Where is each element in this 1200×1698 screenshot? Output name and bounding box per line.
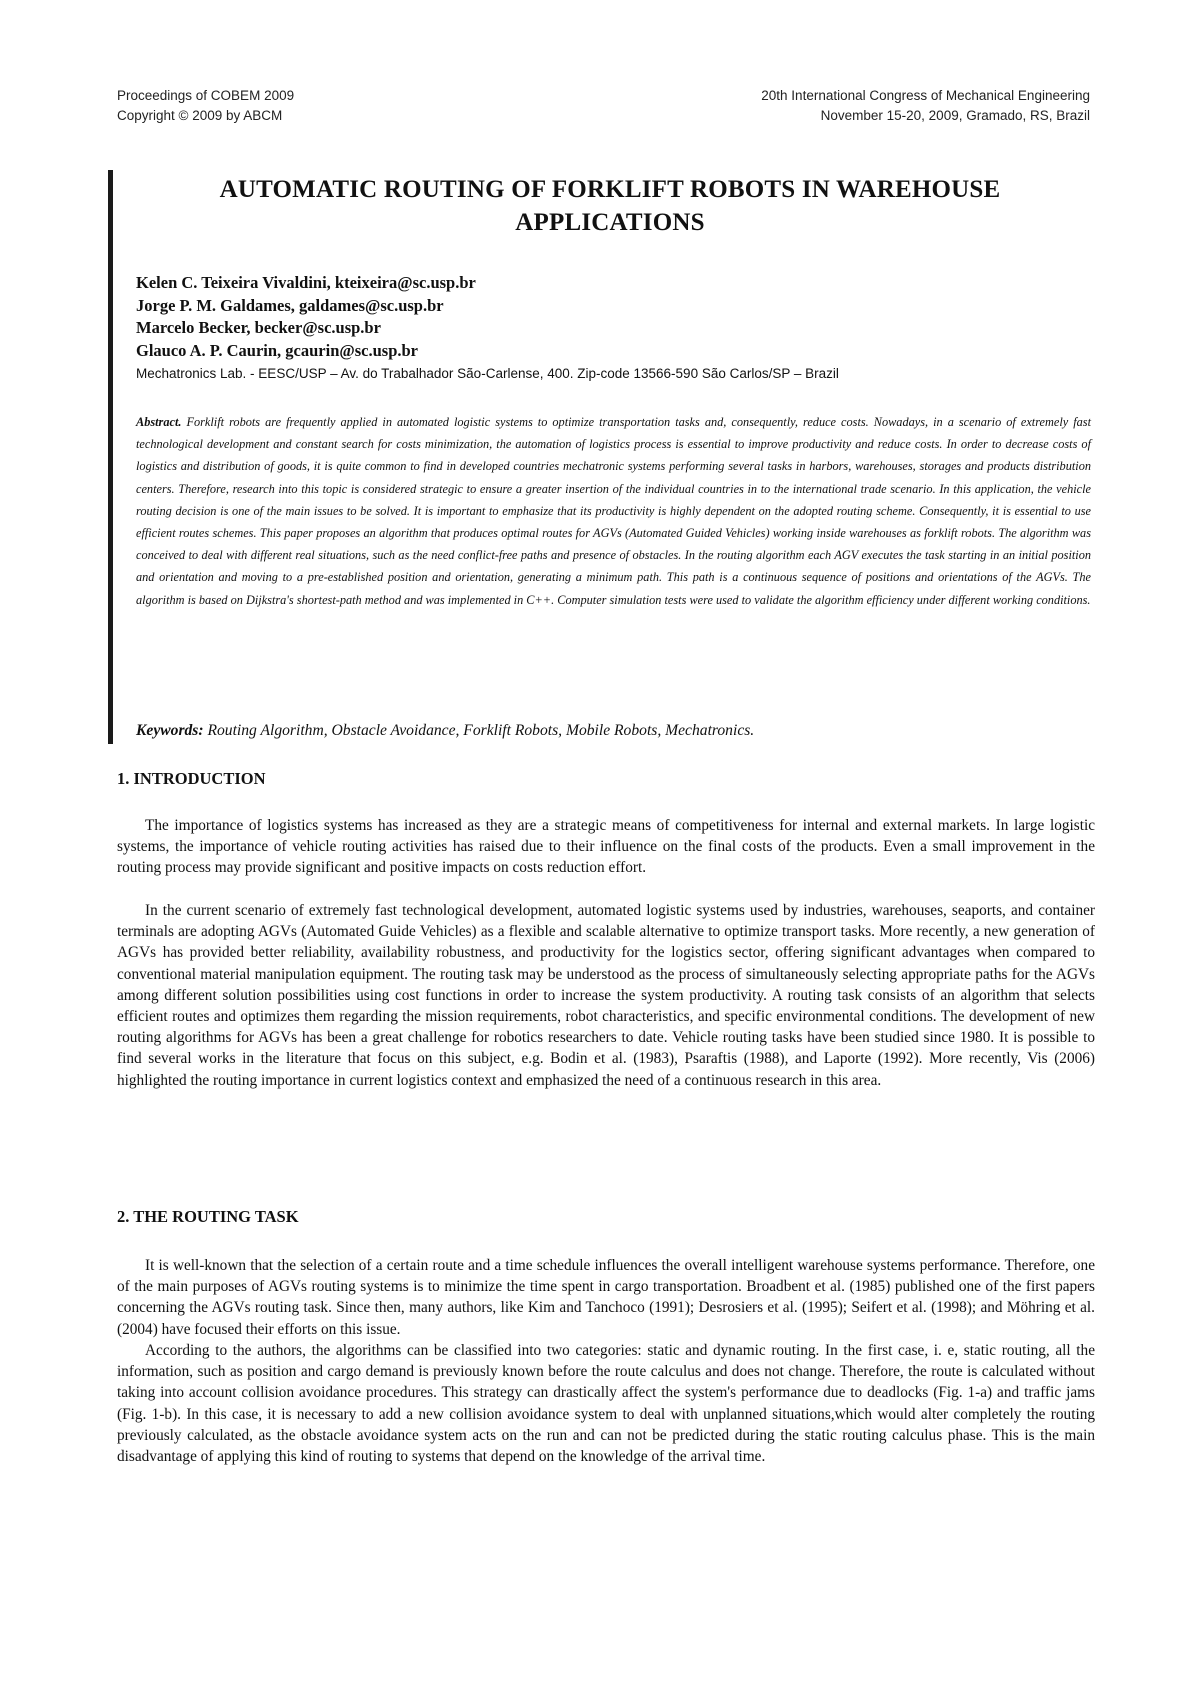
routing-paragraph-2: According to the authors, the algorithms can be classified into two categories: static and dynamic routing. In the first case, i. e, static routing, all the information, such as position and cargo demand is previously known before the route calculus and does not change. Therefore, the route is calculated without taking into account collision avoidance procedures. This strategy can drastically affect the system's performance due to deadlocks (Fig. 1-a) and traffic jams (Fig. 1-b). In this case, it is necessary to add a new collision avoidance system to deal with unplanned situations,which would alter completely the routing previously calculated, as the obstacle avoidance system acts on the run and can not be predicted during the static routing calculus phase. This is the main disadvantage of applying this kind of routing to systems that depend on the knowledge of the arrival time.: [117, 1342, 1095, 1466]
affiliation: Mechatronics Lab. - EESC/USP – Av. do Trabalhador São-Carlense, 400. Zip-code 13566-590 São Carlos/SP – Brazil: [136, 366, 839, 381]
author-block: [136, 272, 1096, 385]
keywords: [136, 722, 1096, 740]
section-heading-routing-task: 2. THE ROUTING TASK: [117, 1207, 299, 1226]
routing-paragraph-1: It is well-known that the selection of a certain route and a time schedule influences the overall intelligent warehouse systems performance. Therefore, one of the main purposes of AGVs routing systems is to minimize the time spent in cargo transportation. Broadbent et al. (1985) published one of the first papers concerning the AGVs routing task. Since then, many authors, like Kim and Tanchoco (1991); Desrosiers et al. (1995); Seifert et al. (1998); and Möhring et al. (2004) have focused their efforts on this issue.: [117, 1257, 1095, 1338]
abstract-label: Abstract.: [136, 415, 182, 429]
header-left: [117, 86, 294, 126]
section-heading-introduction: 1. INTRODUCTION: [117, 769, 266, 788]
keywords-text: Routing Algorithm, Obstacle Avoidance, Forklift Robots, Mobile Robots, Mechatronics.: [203, 722, 755, 739]
intro-paragraph-1: The importance of logistics systems has increased as they are a strategic means of competitiveness for internal and external markets. In large logistic systems, the importance of vehicle routing activities has raised due to their influence on the final costs of the products. Even a small improvement in the routing process may provide significant and positive impacts on costs reduction effort.: [117, 817, 1095, 877]
intro-paragraph-2: In the current scenario of extremely fast technological development, automated logistic systems used by industries, warehouses, seaports, and container terminals are adopting AGVs (Automated Guide Vehicles) as a flexible and scalable alternative to optimize transport tasks. More recently, a new generation of AGVs has provided better reliability, availability robustness, and productivity for the logistics sector, offering significant advantages when compared to conventional material manipulation equipment. The routing task may be understood as the process of simultaneously selecting appropriate paths for the AGVs among different solution possibilities using cost functions in order to increase the system productivity. A routing task consists of an algorithm that selects efficient routes and optimizes them regarding the mission requirements, robot characteristics, and specific environmental conditions. The development of new routing algorithms for AGVs has been a great challenge for robotics researchers to date. Vehicle routing tasks have been studied since 1980. It is possible to find several works in the literature that focus on this subject, e.g. Bodin et al. (1983), Psaraftis (1988), and Laporte (1992). More recently, Vis (2006) highlighted the routing importance in current logistics context and emphasized the need of a continuous research in this area.: [117, 902, 1095, 1089]
abstract: [136, 411, 1091, 611]
author-line: Kelen C. Teixeira Vivaldini, kteixeira@sc.usp.br: [136, 273, 476, 292]
header-right: [761, 86, 1090, 126]
conference-proceedings: Proceedings of COBEM 2009: [117, 88, 295, 103]
title-line-2: APPLICATIONS: [515, 209, 705, 236]
title-line-1: AUTOMATIC ROUTING OF FORKLIFT ROBOTS IN WAREHOUSE: [219, 176, 1001, 203]
copyright-notice: Copyright © 2009 by ABCM: [117, 108, 283, 123]
author-line: Marcelo Becker, becker@sc.usp.br: [136, 318, 381, 337]
front-matter-margin-bar: [108, 170, 113, 744]
author-line: Jorge P. M. Galdames, galdames@sc.usp.br: [136, 295, 444, 315]
keywords-label: Keywords:: [136, 722, 204, 739]
abstract-text: Forklift robots are frequently applied in automated logistic systems to optimize transportation tasks and, consequently, reduce costs. Nowadays, in a scenario of extremely fast technological development and constant search for costs minimization, the automation of logistics process is essential to improve productivity and reduce costs. In order to decrease costs of logistics and distribution of goods, it is quite common to find in developed countries mechatronic systems performing several tasks in harbors, warehouses, storages and products distribution centers. Therefore, research into this topic is considered strategic to ensure a greater insertion of the individual countries in to the international trade scenario. In this application, the vehicle routing decision is one of the main issues to be solved. It is important to emphasize that its productivity is highly dependent on the adopted routing scheme. Consequently, it is essential to use efficient routes schemes. This paper proposes an algorithm that produces optimal routes for AGVs (Automated Guided Vehicles) working inside warehouses as forklift robots. The algorithm was conceived to deal with different real situations, such as the need conflict-free paths and presence of obstacles. In the routing algorithm each AGV executes the task starting in an initial position and orientation and moving to a pre-established position and orientation, generating a minimum path. This path is a continuous sequence of positions and orientations of the AGVs. The algorithm is based on Dijkstra's shortest-path method and was implemented in C++. Computer simulation tests were used to validate the algorithm efficiency under different working conditions.: [136, 415, 1092, 607]
author-line: Glauco A. P. Caurin, gcaurin@sc.usp.br: [136, 340, 418, 360]
paper-title: [130, 173, 1090, 239]
congress-dates-location: November 15-20, 2009, Gramado, RS, Brazil: [820, 108, 1090, 123]
congress-name: 20th International Congress of Mechanical Engineering: [761, 88, 1090, 103]
